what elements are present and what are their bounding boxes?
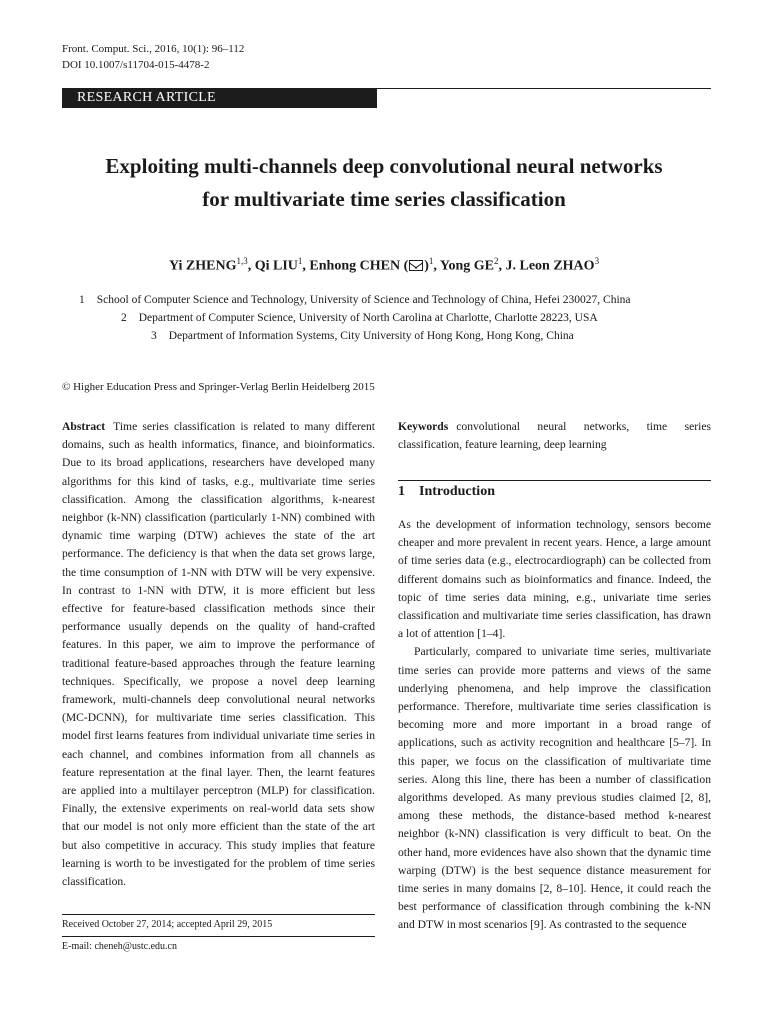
section-title: Introduction — [419, 484, 495, 499]
title-line-2: for multivariate time series classification — [202, 187, 566, 211]
abstract-text: Time series classification is related to many different domains, such as health informatics, finance, and bioinformatics. Due to its broad applications, researchers have developed many algorithms for this kind of tasks, e.g., multivariate time series classification. Among the classification algorithms, k-nearest neighbor (k-NN) classification (particularly 1-NN) combined with dynamic time warping (DTW) achieves the state of the art performance. The deficiency is that when the data set grows large, the time consumption of 1-NN with DTW will be very expensive. In contrast to 1-NN with DTW, it is more efficient but less effective for feature-based classification methods since their performance usually depends on the quality of hand-crafted features. In this paper, we aim to improve the performance of traditional feature-based approaches through the feature learning techniques. Specifically, we propose a novel deep learning framework, multi-channels deep convolutional neural networks (MC-DCNN), for multivariate time series classification. This model first learns features from individual univariate time series in each channel, and combines information from all channels as feature representation at the final layer. Then, the learnt features are applied into a multilayer perceptron (MLP) for classification. Finally, the extensive experiments on real-world data sets show that our model is not only more efficient than the state of the art but also competitive in accuracy. This study implies that feature learning is worth to be investigated for the problem of time series classification. — [62, 420, 375, 889]
author-name: Yong GE — [439, 258, 494, 274]
author-name: Enhong CHEN — [309, 258, 401, 274]
introduction-body — [398, 516, 711, 935]
section-rule — [398, 480, 711, 481]
journal-citation: Front. Comput. Sci., 2016, 10(1): 96–112 — [62, 43, 245, 55]
affiliation-3: 3 Department of Information Systems, City University of Hong Kong, Hong Kong, China — [151, 330, 574, 342]
paragraph: Particularly, compared to univariate time series, multivariate time series can provide more patterns and views of the same underlying phenomena, and help improve the classification performance. Therefore, multivariate time series classification is becoming more and more important in a broad range of applications, such as activity recognition and healthcare [5–7]. In this paper, we focus on the classification of multivariate time series. Along this line, there has been a number of classification algorithms developed. As many previous studies claimed [2, 8], among these methods, the distance-based method k-nearest neighbor (k-NN) classification is very difficult to beat. On the other hand, more evidences have also shown that the dynamic time warping (DTW) is the best sequence distance measurement for time series in many domains [2, 8–10]. Hence, it could reach the best performance of classification through combining the k-NN and DTW in most scenarios [9]. As contrasted to the sequence — [398, 645, 711, 932]
keywords-label: Keywords — [398, 420, 449, 433]
author-name: Qi LIU — [254, 258, 298, 274]
contact-email: E-mail: cheneh@ustc.edu.cn — [62, 941, 177, 952]
article-type-banner: RESEARCH ARTICLE — [62, 88, 377, 108]
header-rule — [377, 88, 711, 89]
paragraph: As the development of information technology, sensors become cheaper and more prevalent in recent years. Hence, a large amount of time series data (e.g., electrocardiograph) can be collected from different domains such as bioinformatics and finance. Indeed, the topic of time series data mining, e.g., univariate time series classification and multivariate time series classification, has drawn a lot of attention [1–4]. — [398, 518, 711, 641]
affiliation-2: 2 Department of Computer Science, University of North Carolina at Charlotte, Charlotte 28223, USA — [121, 312, 598, 324]
section-number: 1 — [398, 484, 405, 499]
author-affil: 3 — [594, 256, 600, 266]
journal-info — [62, 41, 244, 73]
author-affil: 2 — [493, 256, 499, 266]
author-name: Yi ZHENG — [168, 258, 237, 274]
author-affil: 1 — [428, 256, 434, 266]
keywords-text: convolutional neural networks, time series classification, feature learning, deep learning — [398, 420, 711, 452]
abstract — [62, 418, 375, 891]
received-date: Received October 27, 2014; accepted April 29, 2015 — [62, 919, 273, 930]
abstract-label: Abstract — [62, 420, 106, 433]
author-affil: 1 — [297, 256, 303, 266]
author-name: J. Leon ZHAO — [505, 258, 595, 274]
footnote-rule — [62, 936, 375, 937]
section-heading — [398, 484, 495, 500]
doi: DOI 10.1007/s11704-015-4478-2 — [62, 59, 210, 71]
keywords — [398, 418, 711, 454]
affiliation-1: 1 School of Computer Science and Technology, University of Science and Technology of China, Hefei 230027, China — [79, 294, 631, 306]
author-affil: 1,3 — [236, 256, 248, 266]
paper-title — [40, 150, 728, 216]
envelope-icon — [409, 260, 423, 271]
author-list: Yi ZHENG$^{1,3}$, Qi LIU$^1$, Enhong CHEN ( )$^1$, Yong $GE^2$, J. Leon ZHAO$^3$ — [168, 256, 600, 274]
footnote-rule — [62, 914, 375, 915]
title-line-1: Exploiting multi-channels deep convolutional neural networks — [105, 154, 663, 178]
copyright-notice: © Higher Education Press and Springer-Verlag Berlin Heidelberg 2015 — [62, 381, 375, 393]
